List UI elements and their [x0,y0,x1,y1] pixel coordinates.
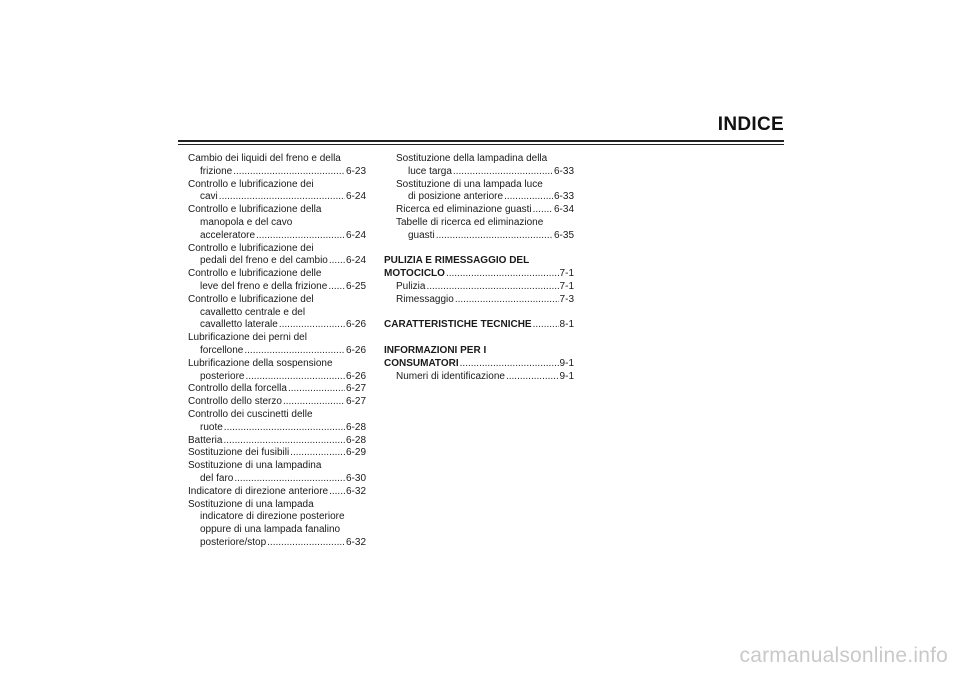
toc-dot-leader [504,191,553,204]
toc-page-number: 7-1 [559,280,574,292]
toc-entry[interactable] [188,371,366,384]
toc-dot-leader [219,191,345,204]
toc-page-number: 9-1 [559,357,574,369]
toc-entry[interactable] [188,243,366,256]
toc-page-number: 7-3 [559,293,574,305]
toc-entry-text: frizione [200,165,233,177]
toc-entry-text: Controllo e lubrificazione delle [188,268,322,280]
watermark: carmanualsonline.info [739,644,948,667]
toc-left-column [188,153,366,550]
toc-entry[interactable] [384,166,574,179]
toc-dot-leader [288,383,345,396]
toc-entry-text: del faro [200,472,234,484]
toc-entry-text: leve del freno e della frizione [200,280,328,292]
toc-entry-text: acceleratore [200,229,256,241]
toc-dot-leader [446,268,559,281]
toc-page-number: 6-35 [553,229,574,241]
toc-entry-text: Batteria [188,434,223,446]
toc-entry[interactable] [188,537,366,550]
toc-entry-text: Cambio dei liquidi del freno e della [188,153,341,164]
toc-entry-text: Controllo dello sterzo [188,396,282,408]
toc-entry[interactable] [188,332,366,345]
toc-page-number: 6-26 [345,319,366,331]
toc-entry[interactable] [188,307,366,320]
toc-page-number: 6-27 [345,383,366,395]
toc-spacer [384,307,574,320]
toc-dot-leader [267,537,345,550]
toc-spacer [384,332,574,345]
toc-page-number: 6-30 [345,472,366,484]
toc-entry[interactable] [188,460,366,473]
toc-entry[interactable] [384,217,574,230]
toc-page-number: 6-26 [345,344,366,356]
toc-entry[interactable] [188,191,366,204]
toc-entry[interactable] [188,486,366,499]
toc-entry[interactable] [188,204,366,217]
toc-entry[interactable] [384,281,574,294]
toc-dot-leader [244,345,345,358]
toc-entry-text: Controllo e lubrificazione dei [188,242,314,254]
toc-entry-text: Sostituzione di una lampada luce [396,178,543,190]
toc-entry-text: Tabelle di ricerca ed eliminazione [396,216,544,228]
toc-dot-leader [223,435,345,448]
toc-entry[interactable] [384,268,574,281]
toc-dot-leader [329,486,345,499]
toc-page-number: 8-1 [559,319,574,331]
toc-entry-text: di posizione anteriore [408,191,504,203]
toc-entry[interactable] [384,319,574,332]
toc-entry[interactable] [384,204,574,217]
toc-page-number: 6-28 [345,434,366,446]
toc-entry-text: INFORMAZIONI PER I [384,344,487,356]
toc-entry-text: pedali del freno e del cambio [200,255,328,267]
toc-entry[interactable] [188,524,366,537]
toc-entry-text: Indicatore di direzione anteriore [188,485,329,497]
toc-entry[interactable] [188,435,366,448]
toc-entry-text: oppure di una lampada fanalino [200,524,341,536]
toc-entry-text: posteriore [200,370,245,382]
toc-entry-text: Controllo e lubrificazione del [188,293,314,305]
toc-entry[interactable] [188,166,366,179]
toc-page-number: 6-25 [345,280,366,292]
toc-entry-text: luce targa [408,165,452,177]
toc-entry-text: Sostituzione di una lampadina [188,460,322,472]
toc-entry-text: Sostituzione dei fusibili [188,447,290,459]
toc-page-number: 6-32 [345,536,366,548]
toc-spacer [384,243,574,256]
toc-dot-leader [283,396,345,409]
toc-entry[interactable] [384,371,574,384]
toc-entry[interactable] [188,396,366,409]
toc-entry-text: cavalletto laterale [200,319,278,331]
toc-page-number: 6-26 [345,370,366,382]
toc-dot-leader [460,358,559,371]
toc-page-number: 6-34 [553,204,574,216]
toc-entry[interactable] [384,153,574,166]
toc-entry-text: Lubrificazione della sospensione [188,357,333,369]
toc-entry-text: Controllo e lubrificazione della [188,204,322,216]
toc-entry-text: MOTOCICLO [384,268,445,280]
toc-entry[interactable] [188,268,366,281]
toc-entry-text: Lubrificazione dei perni del [188,332,307,344]
toc-entry[interactable] [188,473,366,486]
toc-entry[interactable] [188,447,366,460]
toc-entry-text: forcellone [200,344,244,356]
toc-dot-leader [533,319,559,332]
toc-dot-leader [290,447,345,460]
toc-entry[interactable] [384,255,574,268]
toc-right-column [384,153,574,383]
toc-page-number: 6-32 [345,485,366,497]
toc-page-number: 6-28 [345,421,366,433]
toc-entry-text: Ricerca ed eliminazione guasti [396,204,532,216]
toc-entry[interactable] [188,179,366,192]
toc-entry[interactable] [188,230,366,243]
toc-entry-text: Controllo dei cuscinetti delle [188,408,313,420]
toc-entry-text: CARATTERISTICHE TECNICHE [384,319,532,331]
toc-entry[interactable] [188,281,366,294]
toc-page-number: 6-33 [553,165,574,177]
page-title: INDICE [717,114,784,135]
toc-entry-text: cavi [200,191,218,203]
toc-page-number: 6-29 [345,447,366,459]
toc-entry-text: manopola e del cavo [200,216,293,228]
toc-entry-text: indicatore di direzione posteriore [200,511,345,523]
toc-dot-leader [224,422,345,435]
toc-entry[interactable] [384,358,574,371]
toc-entry-text: guasti [408,229,435,241]
toc-entry[interactable] [384,294,574,307]
toc-page-number: 6-27 [345,396,366,408]
toc-dot-leader [436,230,553,243]
toc-entry[interactable] [188,499,366,512]
toc-entry[interactable] [188,422,366,435]
toc-page-number: 6-24 [345,229,366,241]
toc-entry-text: posteriore/stop [200,536,267,548]
toc-entry[interactable] [188,409,366,422]
toc-entry[interactable] [188,153,366,166]
header-rule-thin [178,144,784,145]
toc-dot-leader [506,371,559,384]
toc-entry-text: Sostituzione della lampadina della [396,153,548,164]
toc-entry[interactable] [188,511,366,524]
toc-entry-text: Numeri di identificazione [396,370,505,382]
toc-page-number: 6-23 [345,165,366,177]
toc-page-number: 6-33 [553,191,574,203]
header-rule-thick [178,140,784,142]
toc-dot-leader [533,204,553,217]
toc-dot-leader [279,319,345,332]
toc-page-number: 6-24 [345,255,366,267]
toc-entry-text: ruote [200,421,223,433]
toc-dot-leader [328,281,345,294]
toc-entry[interactable] [384,230,574,243]
toc-page-number: 6-24 [345,191,366,203]
toc-entry-text: Pulizia [396,280,426,292]
toc-entry-text: Sostituzione di una lampada [188,498,314,510]
toc-entry-text: Controllo della forcella [188,383,287,395]
toc-entry[interactable] [384,345,574,358]
toc-dot-leader [426,281,558,294]
toc-dot-leader [453,166,553,179]
toc-dot-leader [245,371,345,384]
toc-entry[interactable] [188,383,366,396]
toc-entry-text: Controllo e lubrificazione dei [188,178,314,190]
toc-entry-text: CONSUMATORI [384,357,459,369]
toc-dot-leader [329,255,345,268]
toc-dot-leader [455,294,559,307]
toc-dot-leader [256,230,345,243]
toc-entry[interactable] [188,345,366,358]
toc-entry-text: Rimessaggio [396,293,454,305]
toc-dot-leader [234,473,345,486]
toc-entry[interactable] [384,191,574,204]
toc-dot-leader [233,166,345,179]
toc-entry[interactable] [188,358,366,371]
toc-entry-text: cavalletto centrale e del [200,306,306,318]
toc-entry[interactable] [188,217,366,230]
toc-page-number: 9-1 [559,370,574,382]
toc-entry[interactable] [384,179,574,192]
toc-page-number: 7-1 [559,268,574,280]
toc-entry[interactable] [188,255,366,268]
toc-entry-text: PULIZIA E RIMESSAGGIO DEL [384,255,530,267]
toc-entry[interactable] [188,294,366,307]
toc-entry[interactable] [188,319,366,332]
